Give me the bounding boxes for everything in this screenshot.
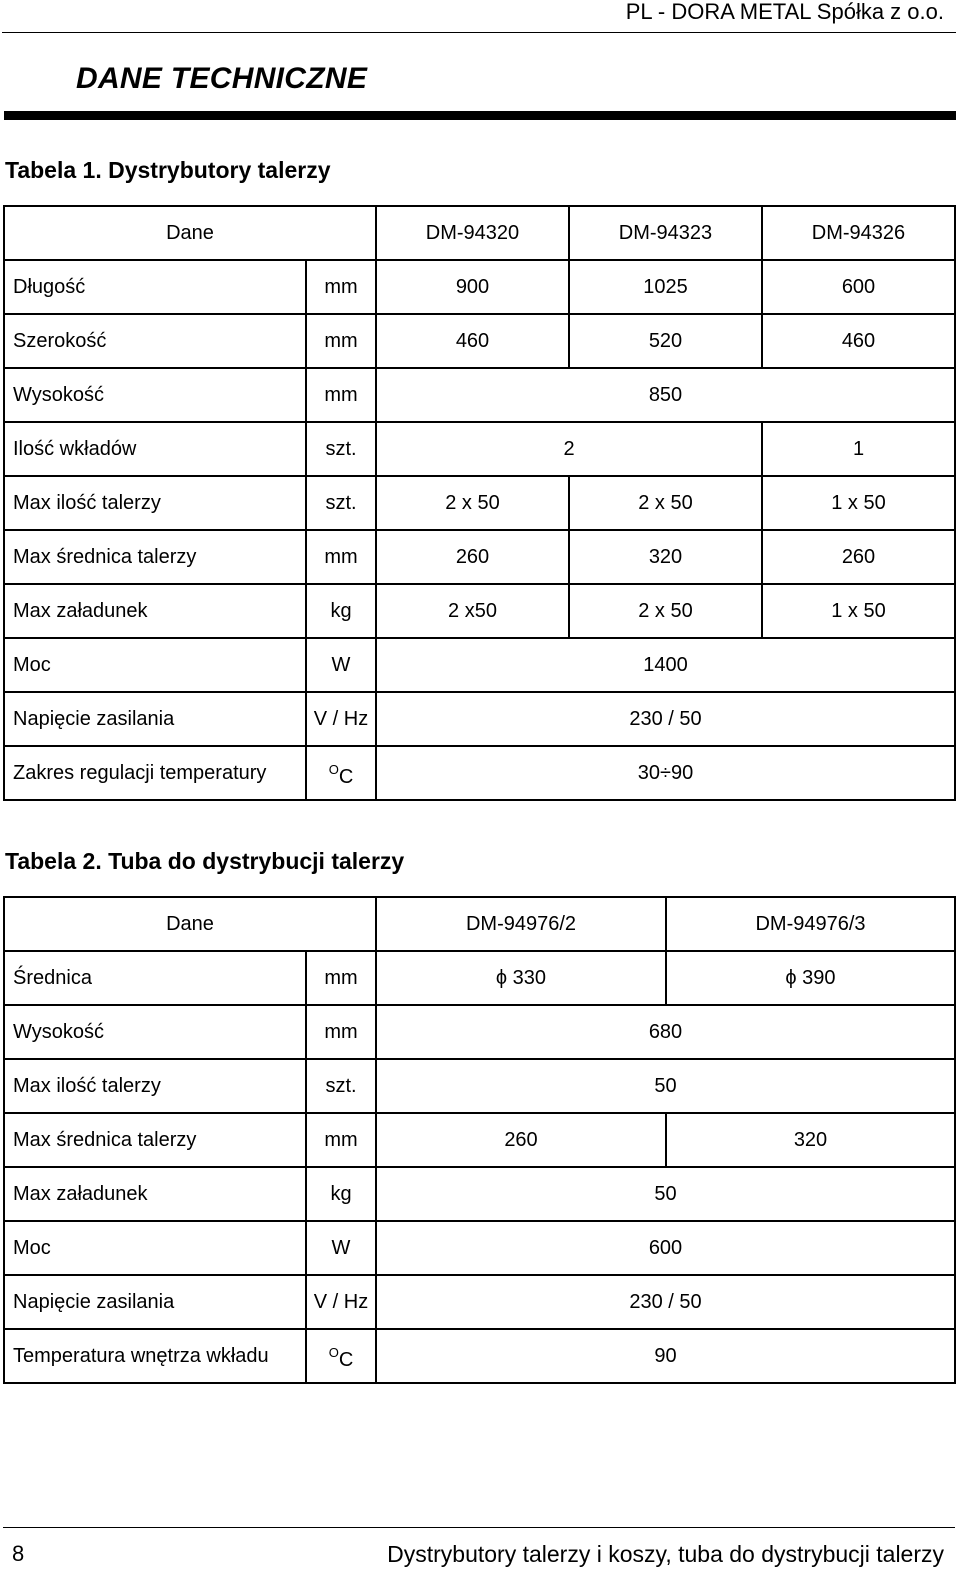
param-name: Max średnica talerzy	[4, 1113, 306, 1167]
param-unit: szt.	[306, 422, 376, 476]
param-unit: W	[306, 1221, 376, 1275]
param-name: Max ilość talerzy	[4, 1059, 306, 1113]
table1	[3, 205, 956, 801]
param-value: 1400	[376, 638, 955, 692]
table-row	[4, 1275, 955, 1329]
param-unit: szt.	[306, 476, 376, 530]
param-value: 320	[569, 530, 762, 584]
param-unit: kg	[306, 1167, 376, 1221]
table-row	[4, 897, 955, 951]
section-title: DANE TECHNICZNE	[76, 62, 368, 95]
table-row	[4, 692, 955, 746]
param-value: 30÷90	[376, 746, 955, 800]
param-value: 2	[376, 422, 762, 476]
param-name: Max załadunek	[4, 1167, 306, 1221]
param-value: ϕ 390	[666, 951, 955, 1005]
param-unit: mm	[306, 368, 376, 422]
param-unit: V / Hz	[306, 692, 376, 746]
table-row	[4, 314, 955, 368]
param-name: Moc	[4, 638, 306, 692]
table-row	[4, 422, 955, 476]
section-divider	[4, 111, 956, 120]
param-name: Wysokość	[4, 1005, 306, 1059]
table2-header-model: DM-94976/3	[666, 897, 955, 951]
header-rule	[2, 32, 956, 33]
table1-header-dane: Dane	[4, 206, 376, 260]
param-unit: szt.	[306, 1059, 376, 1113]
param-value: 460	[376, 314, 569, 368]
table-row	[4, 746, 955, 800]
footer-title: Dystrybutory talerzy i koszy, tuba do dystrybucji talerzy	[387, 1541, 944, 1567]
param-value: 900	[376, 260, 569, 314]
param-name: Max załadunek	[4, 584, 306, 638]
unit-letter: C	[338, 765, 354, 788]
param-value: 1 x 50	[762, 476, 955, 530]
param-value: 320	[666, 1113, 955, 1167]
param-name: Napięcie zasilania	[4, 692, 306, 746]
param-unit: W	[306, 638, 376, 692]
param-value: ϕ 330	[376, 951, 666, 1005]
param-value: 2 x 50	[569, 476, 762, 530]
table-row	[4, 476, 955, 530]
param-value: 90	[376, 1329, 955, 1383]
table-row	[4, 530, 955, 584]
param-value: 2 x 50	[569, 584, 762, 638]
param-name: Max ilość talerzy	[4, 476, 306, 530]
param-name: Temperatura wnętrza wkładu	[4, 1329, 306, 1383]
table1-header-model: DM-94326	[762, 206, 955, 260]
param-unit	[306, 746, 376, 800]
param-value: 520	[569, 314, 762, 368]
table-row	[4, 1221, 955, 1275]
param-value: 230 / 50	[376, 1275, 955, 1329]
param-unit: V / Hz	[306, 1275, 376, 1329]
param-name: Długość	[4, 260, 306, 314]
degree-sign: O	[328, 1344, 339, 1360]
param-value: 2 x50	[376, 584, 569, 638]
unit-letter: C	[338, 1348, 354, 1371]
page-number: 8	[12, 1541, 25, 1566]
param-name: Moc	[4, 1221, 306, 1275]
param-value: 460	[762, 314, 955, 368]
param-value: 680	[376, 1005, 955, 1059]
param-value: 600	[762, 260, 955, 314]
table2-header-model: DM-94976/2	[376, 897, 666, 951]
table-row	[4, 206, 955, 260]
param-name: Ilość wkładów	[4, 422, 306, 476]
table-row	[4, 584, 955, 638]
table1-header-model: DM-94323	[569, 206, 762, 260]
param-value: 1 x 50	[762, 584, 955, 638]
degree-sign: O	[328, 761, 339, 777]
param-value: 260	[376, 1113, 666, 1167]
param-name: Wysokość	[4, 368, 306, 422]
param-value: 260	[376, 530, 569, 584]
param-unit: mm	[306, 530, 376, 584]
param-value: 850	[376, 368, 955, 422]
param-unit: mm	[306, 951, 376, 1005]
table-row	[4, 260, 955, 314]
table-row	[4, 1059, 955, 1113]
param-value: 260	[762, 530, 955, 584]
param-unit: mm	[306, 1005, 376, 1059]
table-row	[4, 951, 955, 1005]
param-unit: mm	[306, 260, 376, 314]
table1-caption: Tabela 1. Dystrybutory talerzy	[5, 157, 331, 183]
table1-header-model: DM-94320	[376, 206, 569, 260]
table-row	[4, 1113, 955, 1167]
table-row	[4, 1167, 955, 1221]
param-unit: mm	[306, 1113, 376, 1167]
param-value: 50	[376, 1059, 955, 1113]
header-company: PL - DORA METAL Spółka z o.o.	[625, 0, 944, 24]
param-name: Szerokość	[4, 314, 306, 368]
param-name: Zakres regulacji temperatury	[4, 746, 306, 800]
table-row	[4, 1005, 955, 1059]
param-value: 2 x 50	[376, 476, 569, 530]
param-unit	[306, 1329, 376, 1383]
table2-header-dane: Dane	[4, 897, 376, 951]
table-row	[4, 638, 955, 692]
param-value: 1	[762, 422, 955, 476]
param-name: Napięcie zasilania	[4, 1275, 306, 1329]
param-value: 600	[376, 1221, 955, 1275]
param-unit: mm	[306, 314, 376, 368]
param-value: 50	[376, 1167, 955, 1221]
param-unit: kg	[306, 584, 376, 638]
param-name: Średnica	[4, 951, 306, 1005]
table2-caption: Tabela 2. Tuba do dystrybucji talerzy	[5, 848, 405, 874]
footer-rule	[3, 1527, 955, 1528]
param-value: 230 / 50	[376, 692, 955, 746]
table-row	[4, 1329, 955, 1383]
table-row	[4, 368, 955, 422]
param-name: Max średnica talerzy	[4, 530, 306, 584]
table2	[3, 896, 956, 1384]
param-value: 1025	[569, 260, 762, 314]
